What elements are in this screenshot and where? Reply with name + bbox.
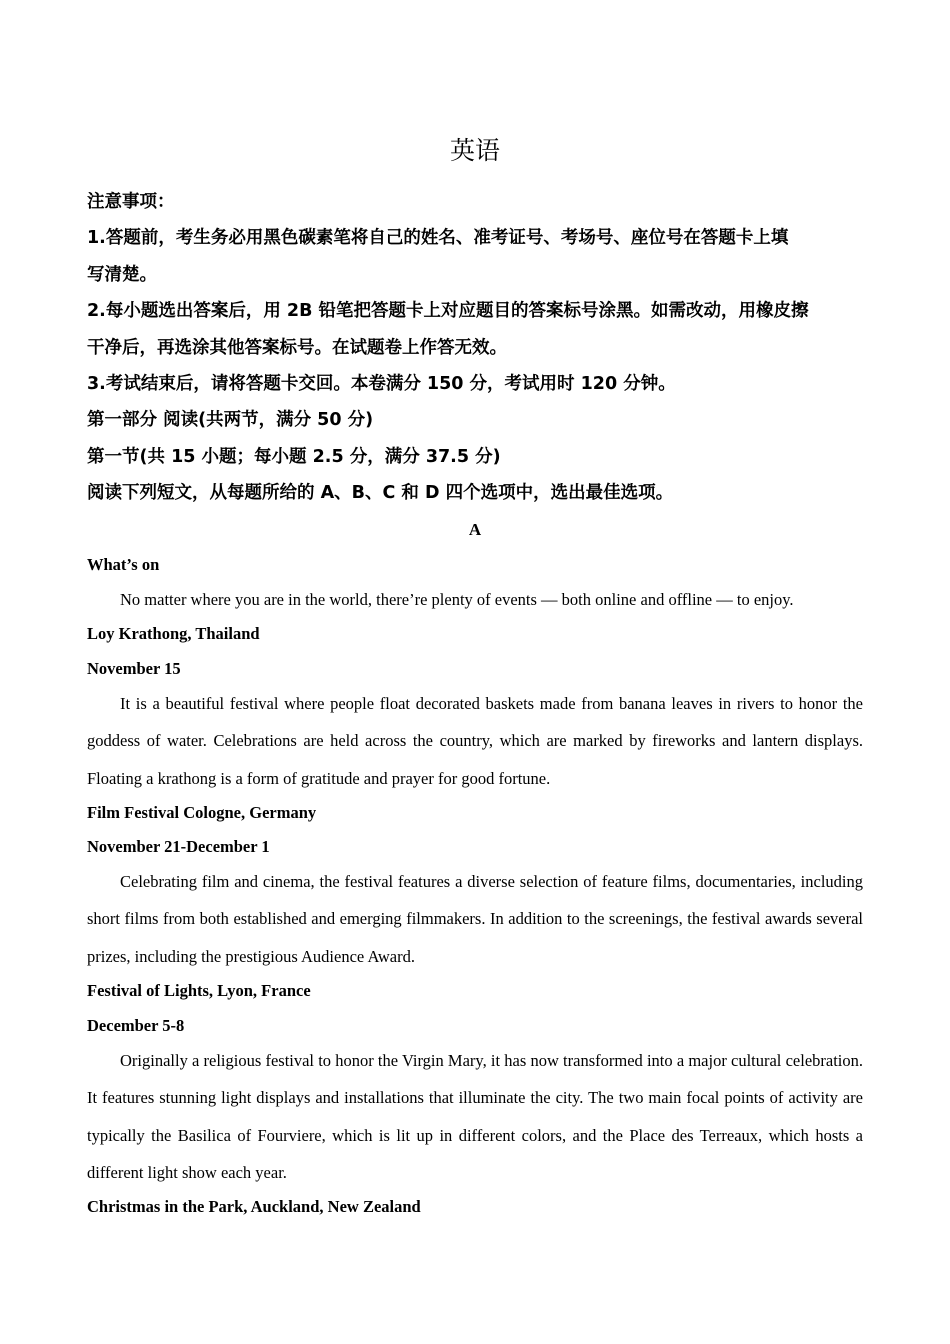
event-name: Festival of Lights, Lyon, France — [87, 981, 311, 1000]
passage-letter: A — [468, 520, 482, 539]
event-name: Film Festival Cologne, Germany — [87, 803, 317, 822]
page-title: 英语 — [449, 136, 500, 165]
notice-item-2-line-2: 干净后，再选涂其他答案标号。在试题卷上作答无效。 — [87, 338, 507, 358]
passage-intro: No matter where you are in the world, there’re plenty of events — both online and offline — to enjoy. — [120, 590, 794, 609]
event-date: November 15 — [87, 659, 181, 678]
event-description: Celebrating film and cinema, the festival features a diverse selection of feature films, documentaries, including short films from both established and emerging filmmakers. In addition to the screenings, the festival awards several prizes, including the prestigious Audience Award. — [87, 872, 863, 966]
event-description: Originally a religious festival to honor the Virgin Mary, it has now transformed into a major cultural celebration. It features stunning light displays and installations that illuminate the city. The two main focal points of activity are typically the Basilica of Fourviere, which is lit up in different colors, and the Place des Terreaux, which hosts a different light show each year. — [87, 1051, 863, 1182]
event-name: Loy Krathong, Thailand — [87, 624, 260, 643]
notice-item-1-line-2: 写清楚。 — [87, 265, 157, 285]
event-date: December 5-8 — [87, 1016, 185, 1035]
notice-item-3: 3.考试结束后，请将答题卡交回。本卷满分 150 分，考试用时 120 分钟。 — [87, 374, 676, 394]
notice-item-2-line-1: 2.每小题选出答案后，用 2B 铅笔把答题卡上对应题目的答案标号涂黑。如需改动，用橡皮擦 — [87, 301, 809, 321]
event-description: It is a beautiful festival where people float decorated baskets made from banana leaves in rivers to honor the goddess of water. Celebrations are held across the country, which are marked by fireworks and lantern displays. Floating a krathong is a form of gratitude and prayer for good fortune. — [87, 694, 863, 788]
passage-heading: What’s on — [87, 555, 160, 574]
reading-instruction: 阅读下列短文，从每题所给的 A、B、C 和 D 四个选项中，选出最佳选项。 — [87, 483, 674, 503]
section-one-heading: 第一节(共 15 小题；每小题 2.5 分，满分 37.5 分) — [87, 447, 501, 467]
part-one-heading: 第一部分 阅读(共两节，满分 50 分) — [87, 410, 374, 430]
event-name: Christmas in the Park, Auckland, New Zealand — [87, 1197, 421, 1216]
event-date: November 21-December 1 — [87, 837, 270, 856]
notice-item-1-line-1: 1.答题前，考生务必用黑色碳素笔将自己的姓名、准考证号、考场号、座位号在答题卡上填 — [87, 228, 789, 248]
notice-heading: 注意事项： — [87, 192, 175, 212]
